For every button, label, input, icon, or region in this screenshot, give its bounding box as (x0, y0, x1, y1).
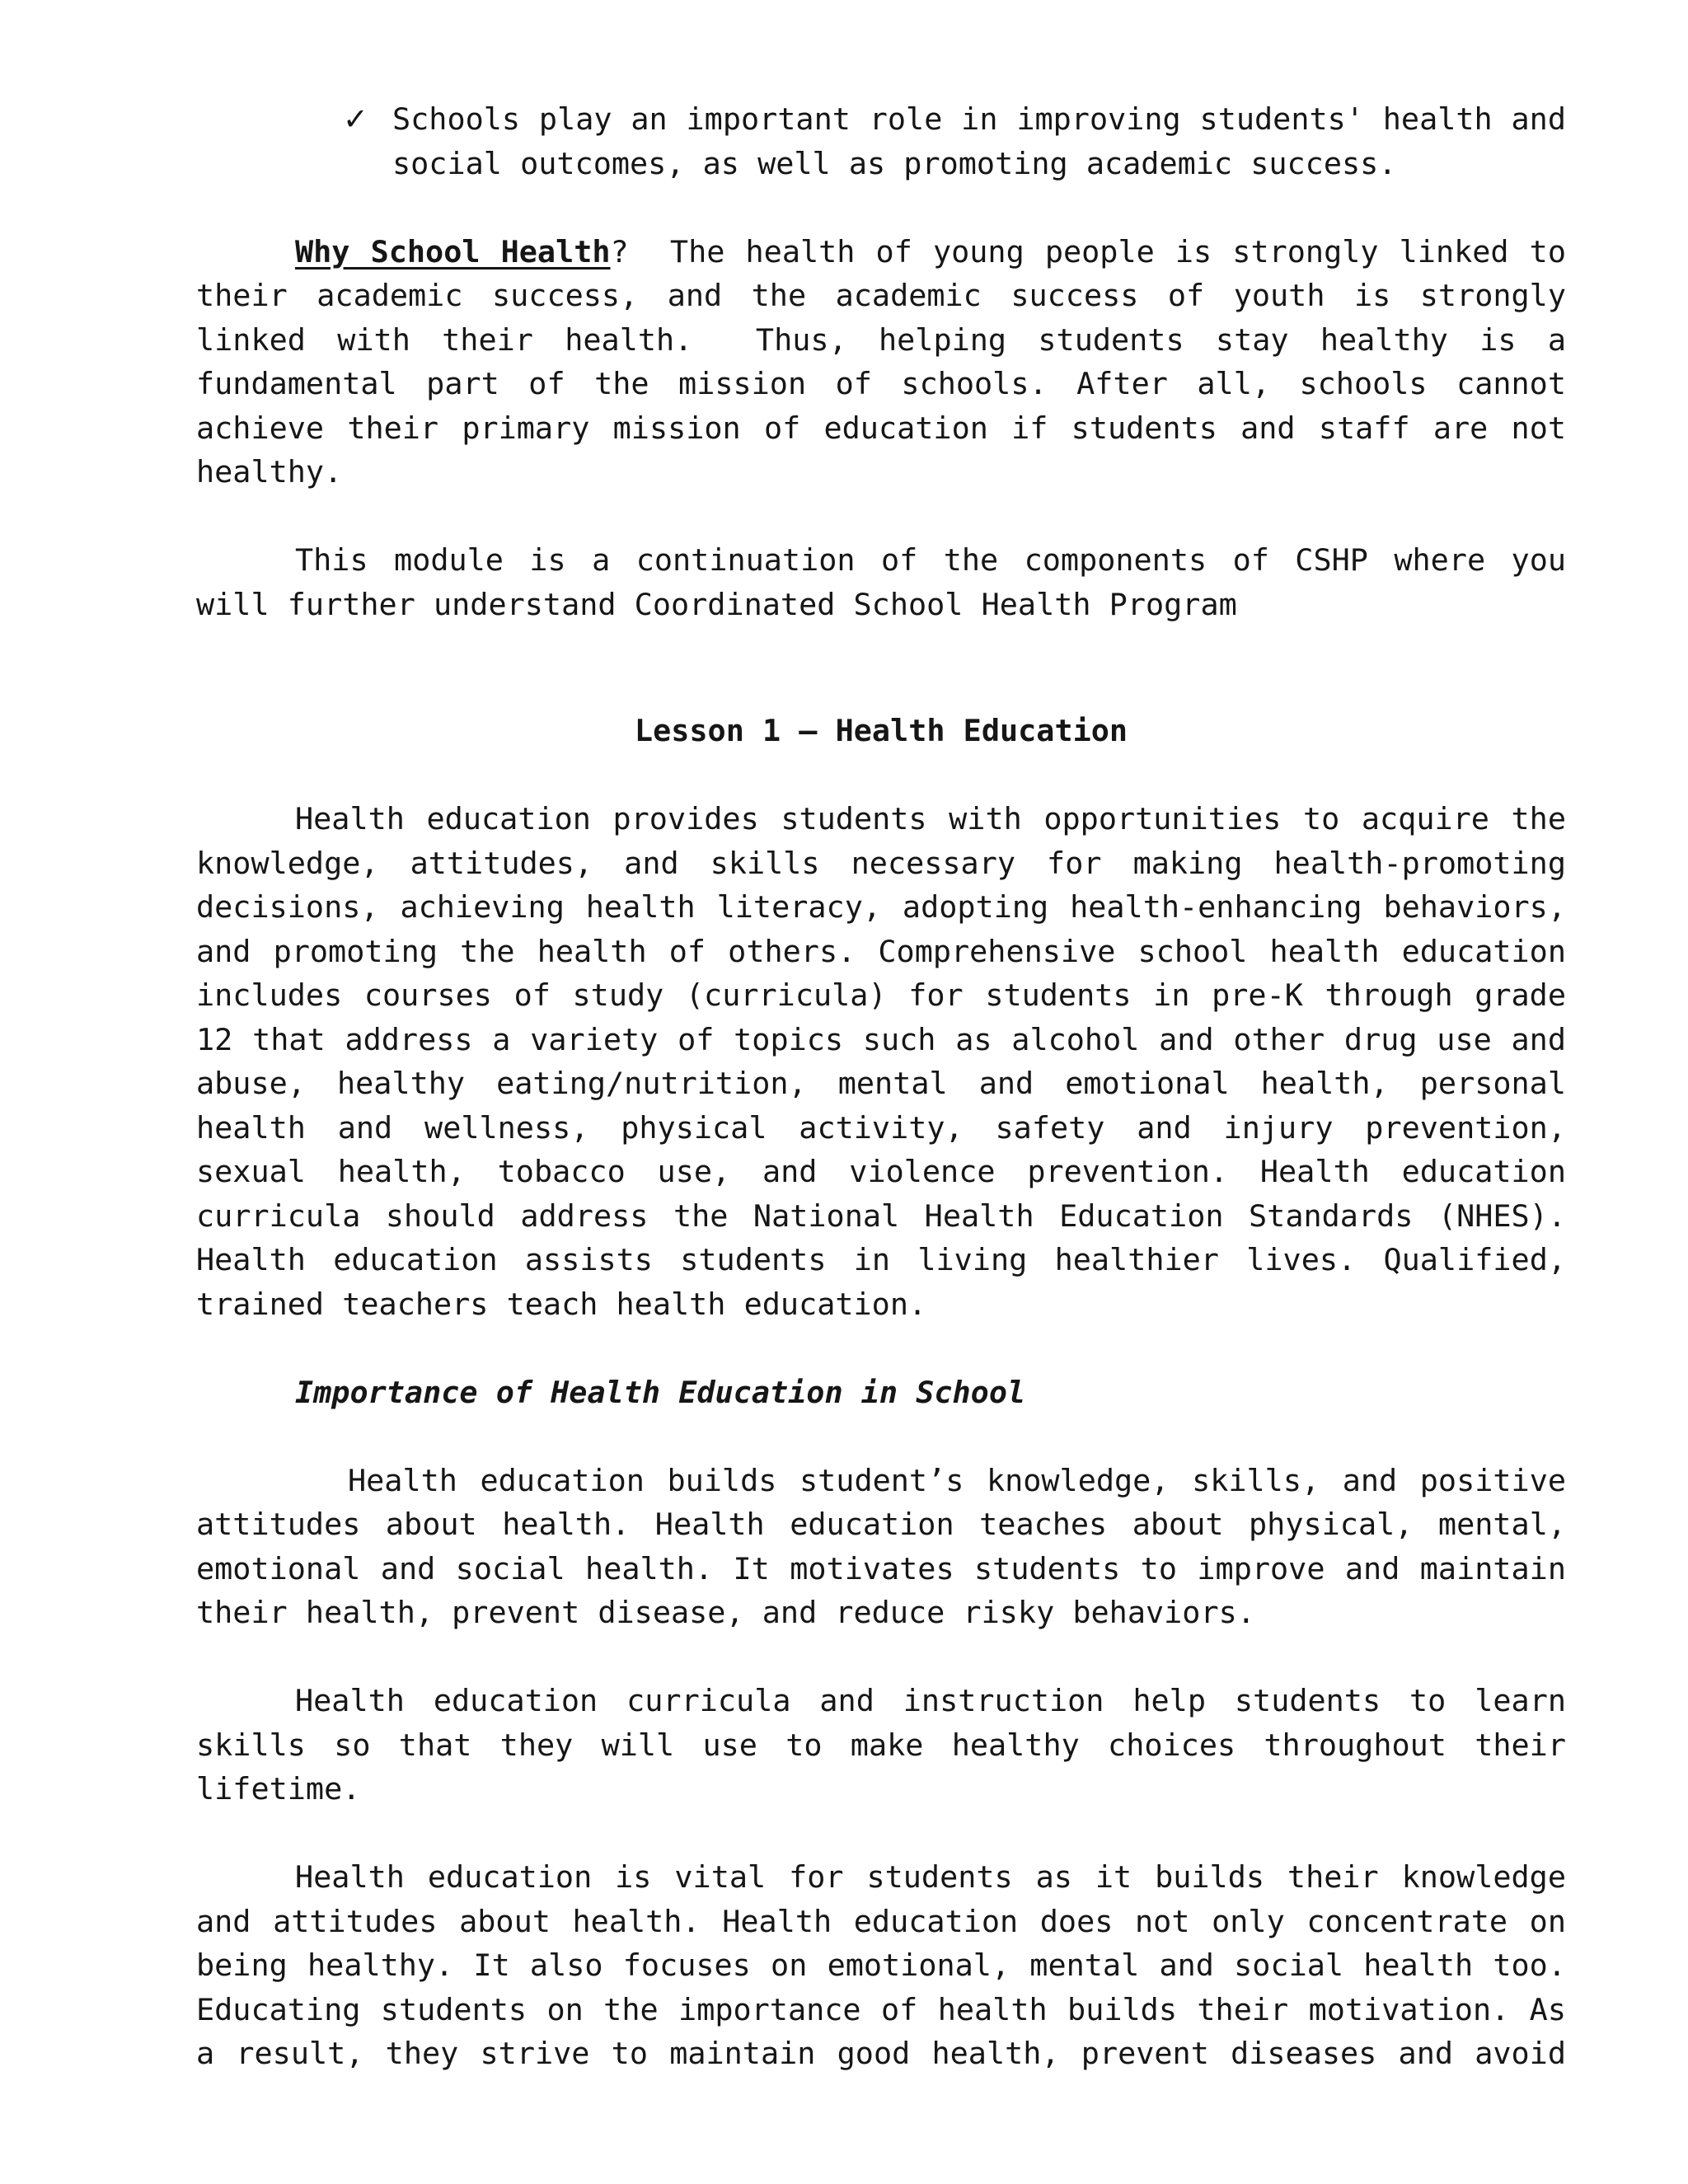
spacer (196, 1326, 1566, 1371)
spacer (196, 753, 1566, 798)
lesson-paragraph-1: Health education provides students with opportunities to acquire the knowledge, attitudes, and skills necessary for making health-promoting decisions, achieving health literacy, adopting health-enhancing behaviors, and promoting the health of others. Comprehensive school health education includes courses of study (curricula) for students in pre-K through grade 12 that address a variety of topics such as alcohol and other drug use and abuse, healthy eating/nutrition, mental and emotional health, personal health and wellness, physical activity, safety and injury prevention, sexual health, tobacco use, and violence prevention. Health education curricula should address the National Health Education Standards (NHES). Health education assists students in living healthier lives. Qualified, trained teachers teach health education. (196, 801, 1566, 1322)
why-school-health-text: The health of young people is strongly linked to their academic success, and the academic success of youth is strongly linked with their health. Thus, helping students stay healthy is a fundamental part of the mission of schools. After all, schools cannot achieve their primary mission of education if students and staff are not healthy. (196, 233, 1585, 490)
lesson-paragraph-2: Health education builds student’s knowledge, skills, and positive attitudes about health. Health education teaches about physical, mental, emotional and social health. It motivates students to improve and maintain their health, prevent disease, and reduce risky behaviors. (196, 1462, 1566, 1630)
document-page (196, 97, 1585, 2076)
lesson-paragraph-3: Health education curricula and instruction help students to learn skills so that they will use to make healthy choices throughout their lifetime. (196, 1683, 1566, 1807)
spacer (196, 626, 1566, 709)
why-heading-punct: ? (610, 233, 629, 269)
why-school-health-heading: Why School Health (295, 233, 611, 269)
spacer (196, 185, 1566, 230)
module-intro-paragraph: This module is a continuation of the components of CSHP where you will further understand Coordinated School Health Program (196, 542, 1566, 622)
checkmark-icon: ✓ (343, 101, 368, 137)
bullet-item (343, 97, 1566, 185)
bullet-text: Schools play an important role in improving students' health and social outcomes, as well as promoting academic success. (392, 101, 1566, 181)
spacer (196, 1414, 1566, 1459)
spacer (196, 1811, 1566, 1856)
importance-subheading: Importance of Health Education in School (295, 1374, 1026, 1410)
why-school-health-paragraph (196, 230, 1585, 494)
lesson-title: Lesson 1 – Health Education (634, 713, 1128, 748)
spacer (196, 494, 1566, 539)
lesson-paragraph-4: Health education is vital for students as it builds their knowledge and attitudes about health. Health education does not only concentrate on being healthy. It also focuses on emotional, mental and social health too. Educating students on the importance of health builds their motivation. As a result, they strive to maintain good health, prevent diseases and avoid (196, 1859, 1566, 2071)
spacer (196, 1635, 1566, 1680)
